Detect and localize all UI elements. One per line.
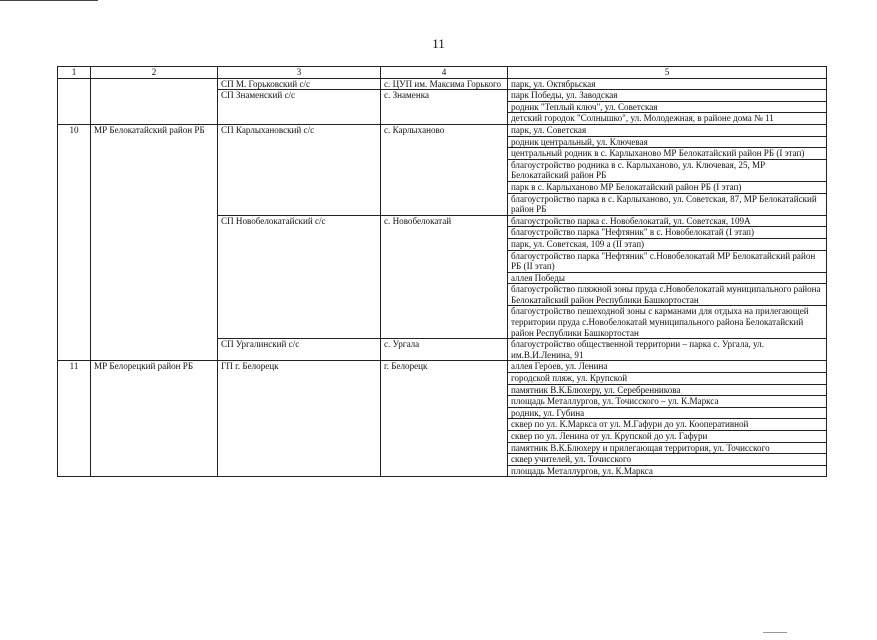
object-cell: детский городок "Солнышко", ул. Молодежная, в районе дома № 11 bbox=[508, 113, 827, 125]
object-cell: родник, ул. Губина bbox=[508, 407, 827, 419]
page-number: 11 bbox=[432, 36, 445, 51]
council-cell: ГП г. Белорецк bbox=[218, 361, 381, 477]
object-cell: сквер по ул. К.Маркса от ул. М.Гафури до ул. Кооперативной bbox=[508, 419, 827, 431]
column-header: 3 bbox=[218, 67, 381, 79]
column-header: 2 bbox=[91, 67, 218, 79]
locality-cell: с. Карлыханово bbox=[381, 124, 508, 215]
object-cell: благоустройство общественной территории – парка с. Ургала, ул. им.В.И.Ленина, 91 bbox=[508, 339, 827, 361]
column-header: 1 bbox=[58, 67, 91, 79]
object-cell: благоустройство парка "Нефтяник" с.Новобелокатай МР Белокатайский район РБ (II этап) bbox=[508, 250, 827, 272]
object-cell: благоустройство парка в с. Карлыханово, ул. Советская, 87, МР Белокатайский район РБ bbox=[508, 193, 827, 215]
council-cell: СП Знаменский с/с bbox=[218, 90, 381, 125]
object-cell: сквер по ул. Ленина от ул. Крупской до ул. Гафури bbox=[508, 431, 827, 443]
object-cell: сквер учителей, ул. Точисского bbox=[508, 454, 827, 466]
object-cell: благоустройство парка с. Новобелокатай, ул. Советская, 109А bbox=[508, 215, 827, 227]
object-cell: парк, ул. Советская bbox=[508, 124, 827, 136]
object-cell: благоустройство пешеходной зоны с карманами для отдыха на прилегающей территории пруда с.Новобелокатай муниципального района Белокатайский район Республики Башкортостан bbox=[508, 306, 827, 339]
locality-cell: с. ЦУП им. Максима Горького bbox=[381, 78, 508, 90]
object-cell: памятник В.К.Блюхеру, ул. Серебренникова bbox=[508, 384, 827, 396]
object-cell: площадь Металлургов, ул. Точисского – ул. К.Маркса bbox=[508, 396, 827, 408]
object-cell: благоустройство пляжной зоны пруда с.Новобелокатай муниципального района Белокатайский район Республики Башкортостан bbox=[508, 284, 827, 306]
object-cell: аллея Героев, ул. Ленина bbox=[508, 361, 827, 373]
table-row bbox=[58, 78, 827, 90]
object-cell: парк в с. Карлыханово МР Белокатайский район РБ (I этап) bbox=[508, 181, 827, 193]
district-name-cell: МР Белорецкий район РБ bbox=[91, 361, 218, 477]
header-rule bbox=[0, 0, 98, 1]
locality-cell: с. Ургала bbox=[381, 339, 508, 361]
object-cell: парк, ул. Октябрьская bbox=[508, 78, 827, 90]
district-name-cell bbox=[91, 78, 218, 124]
locality-cell: с. Новобелокатай bbox=[381, 215, 508, 339]
council-cell: СП М. Горьковский с/с bbox=[218, 78, 381, 90]
table-row bbox=[58, 361, 827, 373]
object-cell: памятник В.К.Блюхеру и прилегающая территория, ул. Точисского bbox=[508, 442, 827, 454]
document-table bbox=[57, 66, 827, 477]
table-header-row bbox=[58, 67, 827, 79]
footer-mark bbox=[763, 632, 787, 633]
row-number-cell: 11 bbox=[58, 361, 91, 477]
object-cell: благоустройство родника в с. Карлыханово, ул. Ключевая, 25, МР Белокатайский район РБ bbox=[508, 159, 827, 181]
object-cell: центральный родник в с. Карлыханово МР Белокатайский район РБ (I этап) bbox=[508, 148, 827, 160]
council-cell: СП Ургалинский с/с bbox=[218, 339, 381, 361]
locality-cell: г. Белорецк bbox=[381, 361, 508, 477]
row-number-cell: 10 bbox=[58, 124, 91, 360]
row-number-cell bbox=[58, 78, 91, 124]
council-cell: СП Новобелокатайский с/с bbox=[218, 215, 381, 339]
table-body bbox=[58, 78, 827, 477]
table-row bbox=[58, 124, 827, 136]
object-cell: городской пляж, ул. Крупской bbox=[508, 373, 827, 385]
locality-cell: с. Знаменка bbox=[381, 90, 508, 125]
object-cell: родник "Теплый ключ", ул. Советская bbox=[508, 101, 827, 113]
object-cell: родник центральный, ул. Ключевая bbox=[508, 136, 827, 148]
column-header: 5 bbox=[508, 67, 827, 79]
object-cell: парк, ул. Советская, 109 а (II этап) bbox=[508, 238, 827, 250]
object-cell: парк Победы, ул. Заводская bbox=[508, 90, 827, 102]
council-cell: СП Карлыхановский с/с bbox=[218, 124, 381, 215]
object-cell: аллея Победы bbox=[508, 272, 827, 284]
object-cell: благоустройство парка "Нефтяник" в с. Новобелокатай (I этап) bbox=[508, 227, 827, 239]
district-name-cell: МР Белокатайский район РБ bbox=[91, 124, 218, 360]
column-header: 4 bbox=[381, 67, 508, 79]
object-cell: площадь Металлургов, ул. К.Маркса bbox=[508, 465, 827, 477]
